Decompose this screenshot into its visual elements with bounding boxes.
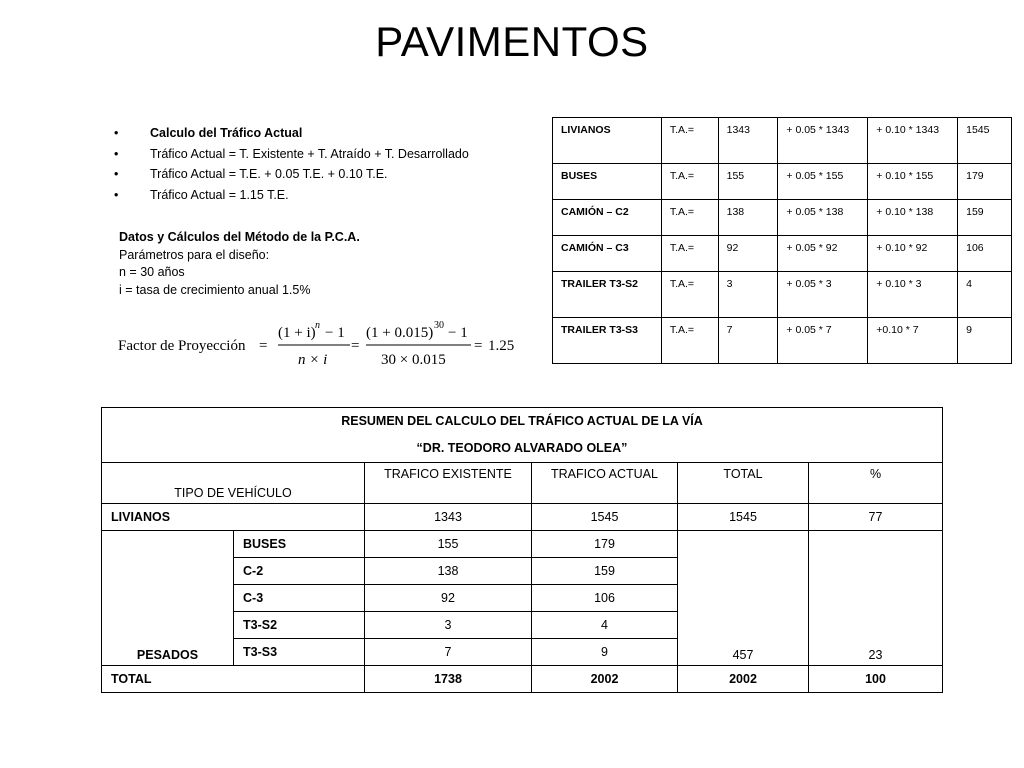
cell-current: 106: [532, 585, 678, 612]
bullet-text: Tráfico Actual = T. Existente + T. Atraído + T. Desarrollado: [150, 146, 469, 161]
table-row: [553, 118, 1012, 164]
pca-line: n = 30 años: [119, 265, 185, 279]
formula-result: 1.25: [488, 338, 515, 354]
table-row: [102, 504, 943, 531]
cell-existing: 155: [718, 164, 778, 200]
projection-factor-formula: [118, 318, 538, 374]
cell-current: 4: [958, 272, 1012, 318]
cell-category: LIVIANOS: [553, 118, 662, 164]
cell-existing: 138: [718, 200, 778, 236]
bullet-item: [112, 185, 552, 206]
summary-title-line: RESUMEN DEL CALCULO DEL TRÁFICO ACTUAL DE LA VÍA: [341, 414, 703, 428]
row-label: LIVIANOS: [102, 504, 365, 531]
header-existing-traffic: TRAFICO EXISTENTE: [365, 463, 532, 504]
cell-percent: 77: [809, 504, 943, 531]
row-label: BUSES: [234, 531, 365, 558]
fraction2-numerator: (1 + 0.015): [366, 325, 434, 341]
cell-developed: + 0.10 * 138: [868, 200, 958, 236]
equals-sign: =: [259, 338, 268, 354]
cell-attracted: + 0.05 * 3: [778, 272, 868, 318]
cell-percent: 100: [809, 666, 943, 693]
header-total: TOTAL: [678, 463, 809, 504]
cell-attracted: + 0.05 * 155: [778, 164, 868, 200]
cell-developed: + 0.10 * 155: [868, 164, 958, 200]
formula-label: Factor de Proyección: [118, 338, 246, 354]
bullet-text: Calculo del Tráfico Actual: [150, 126, 303, 140]
cell-current: 159: [958, 200, 1012, 236]
fraction2-denominator: 30 × 0.015: [381, 352, 446, 368]
table-row: [553, 272, 1012, 318]
row-label: C-3: [234, 585, 365, 612]
fraction2-numerator-tail: − 1: [448, 325, 468, 341]
table-row-total: [102, 666, 943, 693]
cell-total: 457: [678, 531, 809, 666]
cell-attracted: + 0.05 * 92: [778, 236, 868, 272]
cell-existing: 92: [718, 236, 778, 272]
cell-category: CAMIÓN – C3: [553, 236, 662, 272]
cell-developed: + 0.10 * 3: [868, 272, 958, 318]
cell-operator: T.A.=: [661, 236, 718, 272]
fraction2-exponent: 30: [434, 320, 444, 331]
cell-percent: 23: [809, 531, 943, 666]
header-percent: %: [809, 463, 943, 504]
cell-current: 9: [532, 639, 678, 666]
cell-attracted: + 0.05 * 1343: [778, 118, 868, 164]
header-vehicle-type: TIPO DE VEHÍCULO: [102, 463, 365, 504]
cell-existing: 3: [718, 272, 778, 318]
cell-existing: 92: [365, 585, 532, 612]
equals-sign: =: [351, 338, 360, 354]
cell-total: 1545: [678, 504, 809, 531]
cell-current: 106: [958, 236, 1012, 272]
bullet-dot: •: [114, 126, 119, 140]
cell-operator: T.A.=: [661, 318, 718, 364]
table-row: [553, 318, 1012, 364]
cell-current: 9: [958, 318, 1012, 364]
fraction1-numerator-tail: − 1: [325, 325, 345, 341]
bullet-text: Tráfico Actual = T.E. + 0.05 T.E. + 0.10 T.E.: [150, 167, 388, 181]
summary-title: [102, 408, 943, 463]
bullet-list: [112, 123, 552, 205]
cell-operator: T.A.=: [661, 272, 718, 318]
row-label: TOTAL: [102, 666, 365, 693]
cell-current: 1545: [532, 504, 678, 531]
traffic-calculation-table: [552, 117, 1012, 364]
cell-attracted: + 0.05 * 138: [778, 200, 868, 236]
cell-current: 2002: [532, 666, 678, 693]
cell-existing: 1343: [365, 504, 532, 531]
cell-category: TRAILER T3-S3: [553, 318, 662, 364]
cell-existing: 155: [365, 531, 532, 558]
table-row: [553, 236, 1012, 272]
pca-parameters: [119, 229, 519, 299]
cell-current: 1545: [958, 118, 1012, 164]
cell-existing: 1343: [718, 118, 778, 164]
bullet-text: Tráfico Actual = 1.15 T.E.: [150, 187, 289, 202]
table-row: [102, 531, 943, 558]
traffic-summary-table: [101, 407, 943, 693]
cell-attracted: + 0.05 * 7: [778, 318, 868, 364]
bullet-item: [112, 164, 552, 185]
header-current-traffic: TRAFICO ACTUAL: [532, 463, 678, 504]
equals-sign: =: [474, 338, 483, 354]
row-label: C-2: [234, 558, 365, 585]
pca-line: i = tasa de crecimiento anual 1.5%: [119, 282, 311, 297]
table-row: [553, 200, 1012, 236]
table-row: [553, 164, 1012, 200]
bullet-dot: •: [114, 146, 119, 161]
cell-category: TRAILER T3-S2: [553, 272, 662, 318]
cell-operator: T.A.=: [661, 118, 718, 164]
cell-developed: +0.10 * 7: [868, 318, 958, 364]
page-title: PAVIMENTOS: [375, 18, 649, 65]
cell-existing: 7: [365, 639, 532, 666]
cell-category: CAMIÓN – C2: [553, 200, 662, 236]
cell-current: 179: [532, 531, 678, 558]
fraction1-numerator: (1 + i): [278, 325, 316, 341]
row-group-label: PESADOS: [102, 531, 234, 666]
cell-developed: + 0.10 * 92: [868, 236, 958, 272]
row-label: T3-S3: [234, 639, 365, 666]
summary-title-line: “DR. TEODORO ALVARADO OLEA”: [416, 441, 628, 455]
bullet-dot: •: [114, 167, 119, 181]
cell-existing: 3: [365, 612, 532, 639]
cell-category: BUSES: [553, 164, 662, 200]
row-label: T3-S2: [234, 612, 365, 639]
cell-existing: 138: [365, 558, 532, 585]
cell-existing: 7: [718, 318, 778, 364]
cell-current: 159: [532, 558, 678, 585]
cell-operator: T.A.=: [661, 164, 718, 200]
bullet-dot: •: [114, 187, 119, 202]
cell-total: 2002: [678, 666, 809, 693]
pca-heading: Datos y Cálculos del Método de la P.C.A.: [119, 230, 360, 244]
cell-operator: T.A.=: [661, 200, 718, 236]
fraction1-denominator: n × i: [298, 352, 328, 368]
bullet-item: [112, 144, 552, 165]
cell-existing: 1738: [365, 666, 532, 693]
cell-current: 4: [532, 612, 678, 639]
cell-current: 179: [958, 164, 1012, 200]
bullet-item: [112, 123, 552, 144]
cell-developed: + 0.10 * 1343: [868, 118, 958, 164]
pca-line: Parámetros para el diseño:: [119, 247, 270, 262]
fraction1-exponent: n: [315, 320, 320, 331]
